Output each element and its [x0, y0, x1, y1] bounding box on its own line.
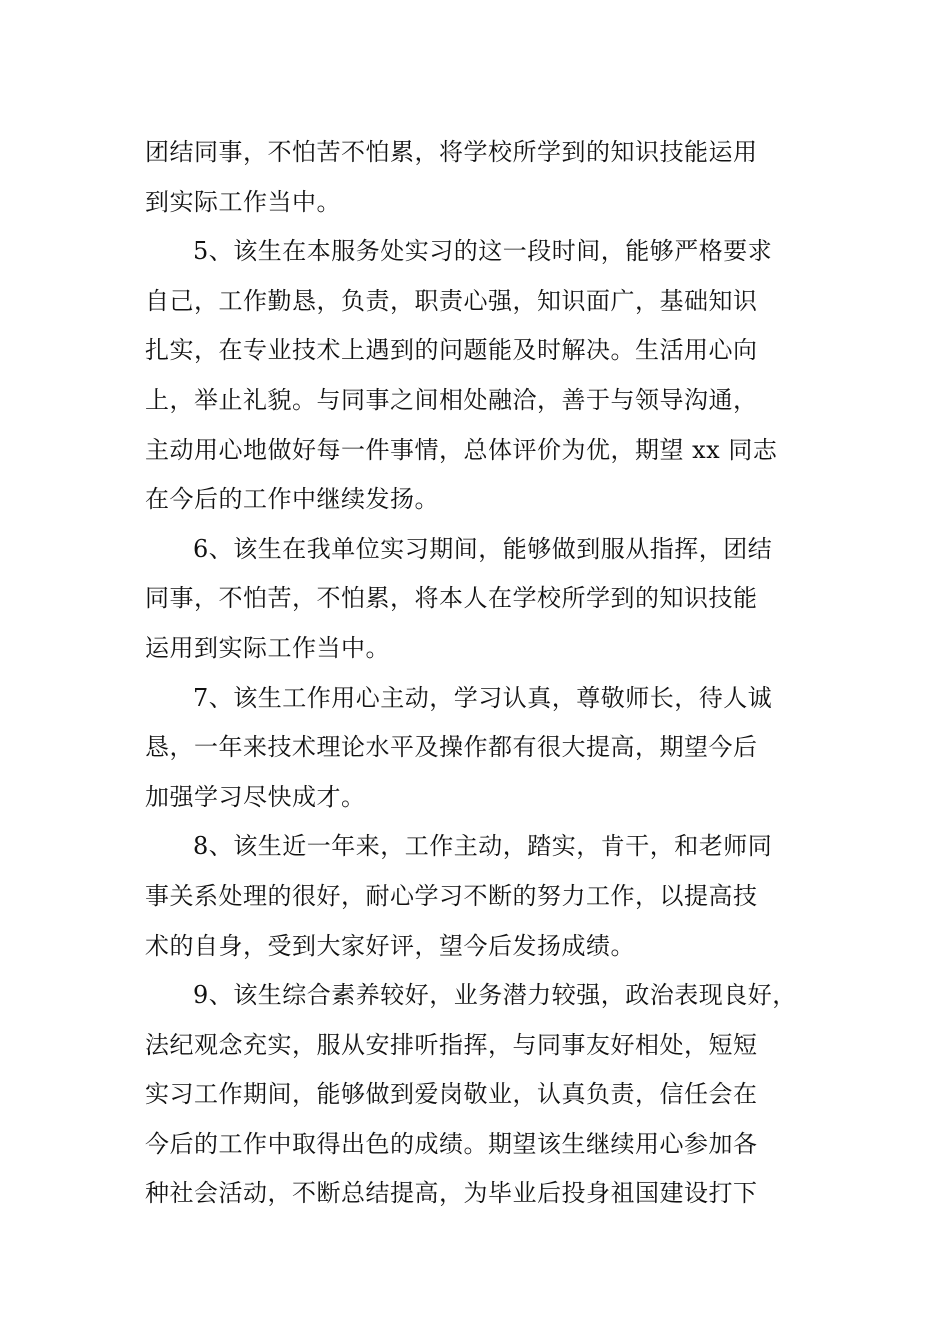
text-line: 在今后的工作中继续发扬。: [145, 485, 439, 514]
text-line: 恳，一年来技术理论水平及操作都有很大提高，期望今后: [145, 733, 758, 762]
text-line: 种社会活动，不断总结提高，为毕业后投身祖国建设打下: [145, 1179, 758, 1208]
text-line: 上，举止礼貌。与同事之间相处融洽，善于与领导沟通，: [145, 385, 758, 414]
paragraph-start-line: 5、该生在本服务处实习的这一段时间，能够严格要求: [193, 237, 773, 266]
text-line: 自己，工作勤恳，负责，职责心强，知识面广，基础知识: [145, 286, 758, 315]
text-line: 到实际工作当中。: [145, 187, 341, 216]
text-line: 术的自身，受到大家好评，望今后发扬成绩。: [145, 931, 635, 960]
paragraph-start-line: 7、该生工作用心主动，学习认真，尊敬师长，待人诚: [193, 683, 773, 712]
text-line: 运用到实际工作当中。: [145, 633, 390, 662]
text-line: 同事，不怕苦，不怕累，将本人在学校所学到的知识技能: [145, 584, 758, 613]
paragraph-start-line: 6、该生在我单位实习期间，能够做到服从指挥，团结: [193, 534, 773, 563]
text-line: 事关系处理的很好，耐心学习不断的努力工作，以提高技: [145, 881, 758, 910]
paragraph-start-line: 9、该生综合素养较好，业务潜力较强，政治表现良好，: [193, 981, 797, 1010]
paragraph-start-line: 8、该生近一年来，工作主动，踏实，肯干，和老师同: [193, 832, 773, 861]
body-text: [145, 128, 807, 1219]
text-line: 扎实，在专业技术上遇到的问题能及时解决。生活用心向: [145, 336, 758, 365]
text-line: 团结同事，不怕苦不怕累，将学校所学到的知识技能运用: [145, 138, 758, 166]
text-line: 主动用心地做好每一件事情，总体评价为优，期望 xx 同志: [145, 435, 778, 464]
text-line: 实习工作期间，能够做到爱岗敬业，认真负责，信任会在: [145, 1080, 758, 1109]
text-line: 法纪观念充实，服从安排听指挥，与同事友好相处，短短: [145, 1030, 758, 1059]
text-line: 加强学习尽快成才。: [145, 782, 366, 811]
text-line: 今后的工作中取得出色的成绩。期望该生继续用心参加各: [145, 1129, 758, 1158]
